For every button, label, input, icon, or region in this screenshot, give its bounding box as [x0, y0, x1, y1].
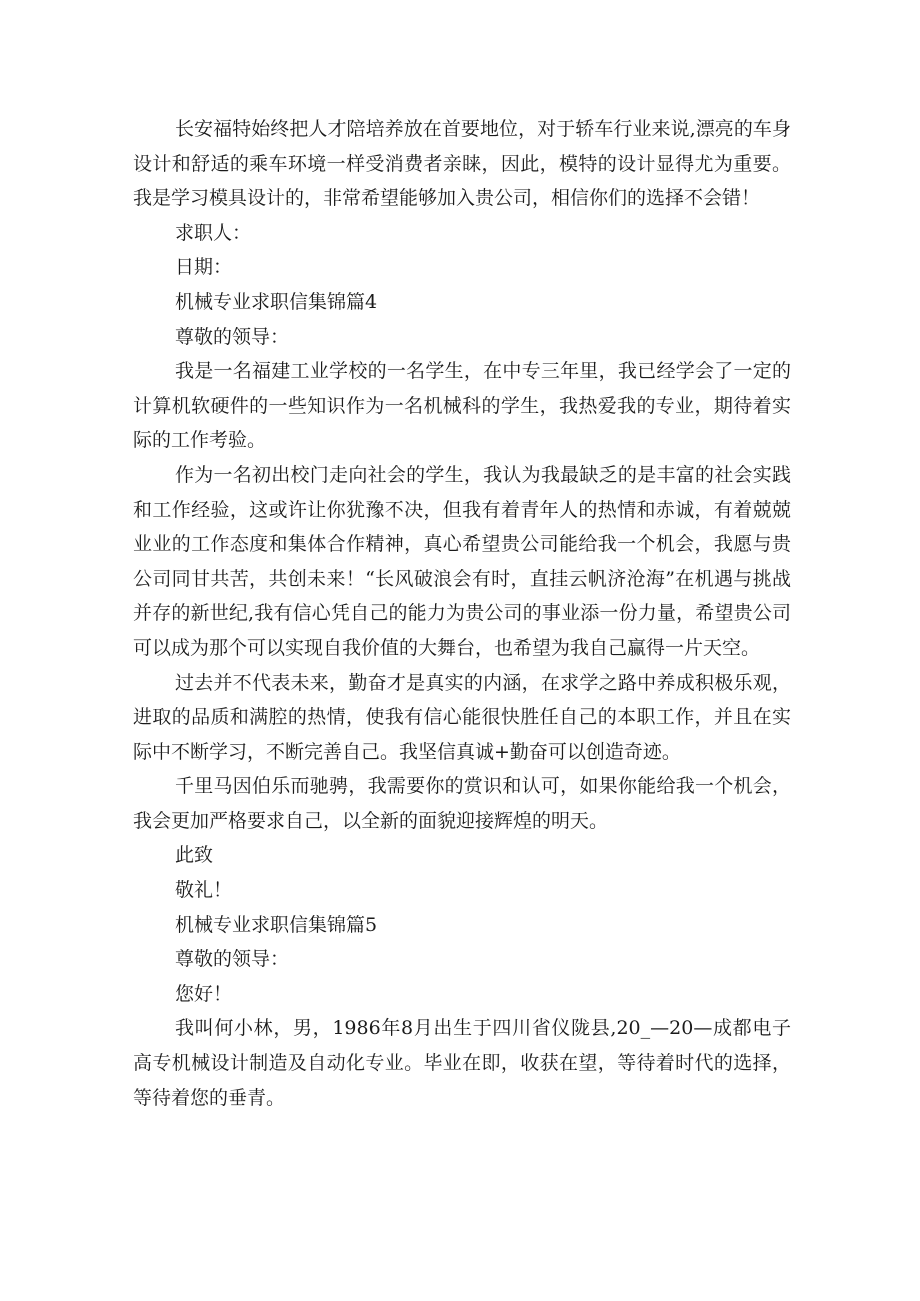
closing-phrase: 此致: [175, 844, 214, 867]
date-label: 日期：: [175, 256, 233, 279]
paragraph-body: 千里马因伯乐而驰骋，我需要你的赏识和认可，如果你能给我一个机会，我会更加严格要求自己，以全新的面貌迎接辉煌的明天。: [133, 775, 791, 832]
salutation: 尊敬的领导：: [175, 325, 290, 348]
section-heading-5: 机械专业求职信集锦篇5: [175, 913, 378, 936]
closing-salute: 敬礼！: [175, 879, 233, 902]
paragraph-body: 过去并不代表未来，勤奋才是真实的内涵，在求学之路中养成积极乐观，进取的品质和满腔的热情，使我有信心能很快胜任自己的本职工作，并且在实际中不断学习，不断完善自己。我坚信真诚+勤奋可以创造奇迹。: [133, 671, 791, 763]
paragraph-body: 作为一名初出校门走向社会的学生，我认为我最缺乏的是丰富的社会实践和工作经验，这或许让你犹豫不决，但我有着青年人的热情和赤诚，有着兢兢业业的工作态度和集体合作精神，真心希望贵公司能给我一个机会，我愿与贵公司同甘共苦，共创未来！“长风破浪会有时，直挂云帆济沧海”在机遇与挑战并存的新世纪,我有信心凭自己的能力为贵公司的事业添一份力量，希望贵公司可以成为那个可以实现自我价值的大舞台，也希望为我自己赢得一片天空。: [133, 463, 791, 659]
paragraph-intro: 长安福特始终把人才陪培养放在首要地位，对于轿车行业来说,漂亮的车身设计和舒适的乘车环境一样受消费者亲睐，因此，模特的设计显得尤为重要。我是学习模具设计的，非常希望能够加入贵公司，相信你们的选择不会错！: [133, 118, 791, 210]
applicant-label: 求职人：: [175, 221, 252, 244]
paragraph-body: 我是一名福建工业学校的一名学生，在中专三年里，我已经学会了一定的计算机软硬件的一些知识作为一名机械科的学生，我热爱我的专业，期待着实际的工作考验。: [133, 360, 791, 452]
section-heading-4: 机械专业求职信集锦篇4: [175, 290, 378, 313]
paragraph-body: 我叫何小林，男，1986年8月出生于四川省仪陇县,20_—20—成都电子高专机械设计制造及自动化专业。毕业在即，收获在望，等待着时代的选择，等待着您的垂青。: [133, 1017, 791, 1109]
salutation: 尊敬的领导：: [175, 948, 290, 971]
greeting: 您好！: [175, 982, 233, 1005]
document-body: [133, 112, 791, 1115]
